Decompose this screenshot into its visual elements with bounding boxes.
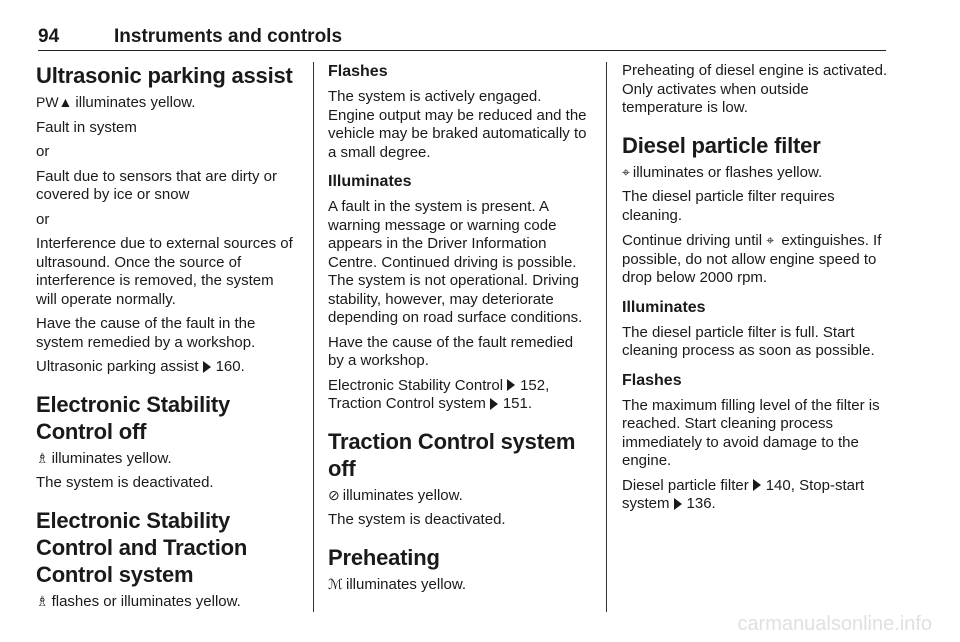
column-2 <box>328 62 592 600</box>
paragraph: The diesel particle filter requires cleaning. <box>622 188 835 224</box>
parking-assist-icon: PW▲ <box>36 94 73 110</box>
paragraph: A fault in the system is present. A warning message or warning code appears in the Driver Information Centre. Continued driving is possible. The system is not operational. Driving stability, however, may deteriorate depending on road surface conditions. <box>328 198 583 326</box>
paragraph: ⌖ illuminates or flashes yellow. <box>622 163 823 181</box>
paragraph: The system is deactivated. <box>36 474 214 491</box>
tc-off-icon: ⊘ <box>328 486 340 503</box>
page-number: 94 <box>38 26 60 47</box>
page-header <box>38 26 886 51</box>
paragraph: ♗ flashes or illuminates yellow. <box>36 592 241 610</box>
column-divider <box>313 62 314 612</box>
heading-preheating: Preheating <box>328 544 440 570</box>
paragraph: The maximum filling level of the filter is reached. Start cleaning process immediately to avoid damage to the engine. <box>622 396 880 469</box>
paragraph: Interference due to external sources of ultrasound. Once the source of interference is removed, the system will operate normally. <box>36 235 293 308</box>
dpf-icon: ⌖ <box>766 232 775 248</box>
preheat-coil-icon: ℳ <box>328 575 343 592</box>
esc-tc-icon: ♗ <box>36 592 49 609</box>
page-ref-arrow-icon <box>753 479 761 491</box>
paragraph: or <box>36 143 50 160</box>
paragraph: ⊘ illuminates yellow. <box>328 486 463 504</box>
paragraph: Continue driving until ⌖ extinguishes. If possible, do not allow engine speed to drop below 2000 rpm. <box>622 232 882 286</box>
paragraph: ℳ illuminates yellow. <box>328 575 467 593</box>
header-title: Instruments and controls <box>114 26 343 47</box>
paragraph: Have the cause of the fault remedied by a workshop. <box>328 333 574 369</box>
page-ref-arrow-icon <box>203 361 211 373</box>
page-ref-arrow-icon <box>674 498 682 510</box>
paragraph: The system is actively engaged. Engine output may be reduced and the vehicle may be braked automatically to a small degree. <box>328 88 587 161</box>
heading-tc-off: Traction Control system off <box>328 428 576 481</box>
page-ref-arrow-icon <box>490 398 498 410</box>
heading-esc-tc: Electronic Stability Control and Traction Control system <box>36 507 248 587</box>
subheading-illuminates: Illuminates <box>328 173 412 190</box>
paragraph: or <box>36 210 50 228</box>
cross-reference[interactable]: Electronic Stability Control 152, Traction Control system 151. <box>328 376 550 412</box>
subheading-flashes: Flashes <box>328 63 388 80</box>
heading-dpf: Diesel particle filter <box>622 132 821 158</box>
cross-reference[interactable]: Diesel particle filter 140, Stop-start system 136. <box>622 476 865 512</box>
heading-ultrasonic: Ultrasonic parking assist <box>36 63 293 88</box>
dpf-icon: ⌖ <box>622 163 630 180</box>
column-3 <box>622 62 890 520</box>
esc-off-icon: ♗ <box>36 449 49 466</box>
heading-esc-off: Electronic Stability Control off <box>36 391 231 444</box>
paragraph: Fault in system <box>36 118 137 136</box>
paragraph: Have the cause of the fault in the system remedied by a workshop. <box>36 315 256 351</box>
column-divider <box>606 62 607 612</box>
subheading-illuminates: Illuminates <box>622 298 706 316</box>
cross-reference[interactable]: Ultrasonic parking assist 160. <box>36 358 245 375</box>
column-1 <box>36 62 298 617</box>
paragraph: The diesel particle filter is full. Start cleaning process as soon as possible. <box>622 323 875 359</box>
watermark: carmanualsonline.info <box>737 613 932 635</box>
paragraph: ♗ illuminates yellow. <box>36 449 172 467</box>
paragraph: The system is deactivated. <box>328 511 506 528</box>
paragraph: Fault due to sensors that are dirty or covered by ice or snow <box>36 167 277 203</box>
page-ref-arrow-icon <box>507 379 515 391</box>
paragraph: Preheating of diesel engine is activated. Only activates when outside temperature is low. <box>622 62 888 116</box>
paragraph: PW▲ illuminates yellow. <box>36 94 196 111</box>
subheading-flashes: Flashes <box>622 371 682 389</box>
